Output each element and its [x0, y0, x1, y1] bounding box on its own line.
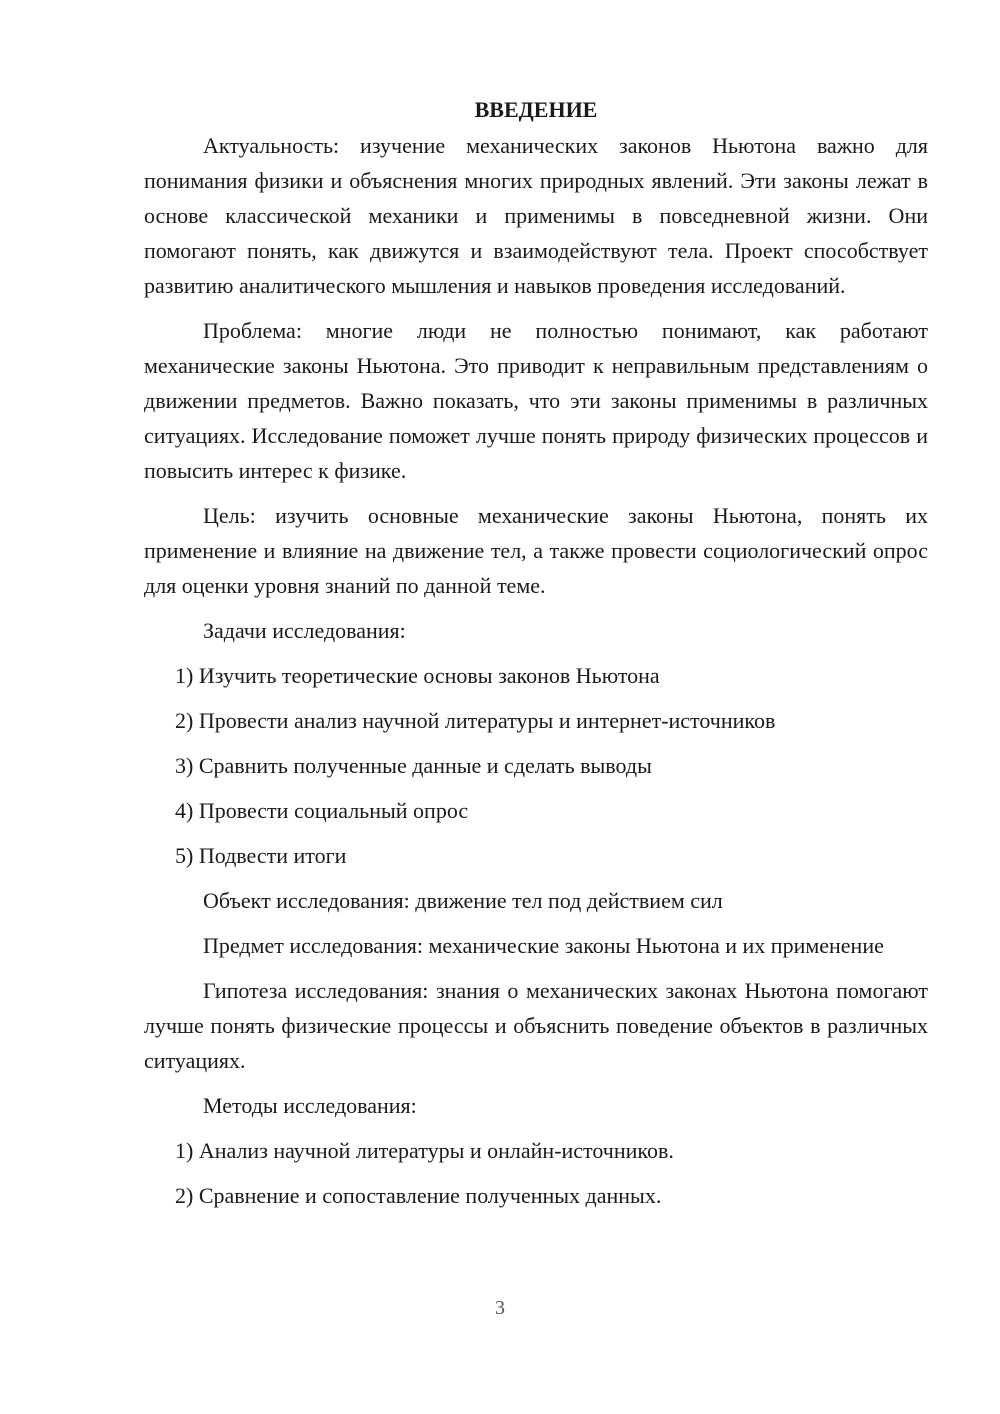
method-item: 1) Анализ научной литературы и онлайн-источников.: [175, 1138, 674, 1163]
hypothesis-paragraph: Гипотеза исследования: знания о механических законах Ньютона помогают лучше понять физические процессы и объяснить поведение объектов в различных ситуациях.: [144, 978, 928, 1073]
task-item: 1) Изучить теоретические основы законов Ньютона: [175, 663, 660, 688]
goal-paragraph: Цель: изучить основные механические законы Ньютона, понять их применение и влияние на движение тел, а также провести социологический опрос для оценки уровня знаний по данной теме.: [144, 503, 928, 598]
methods-heading: Методы исследования:: [203, 1093, 417, 1118]
object-paragraph: Объект исследования: движение тел под действием сил: [203, 888, 723, 913]
problem-paragraph: Проблема: многие люди не полностью понимают, как работают механические законы Ньютона. Это приводит к неправильным представлениям о движении предметов. Важно показать, что эти законы применимы в различных ситуациях. Исследование поможет лучше понять природу физических процессов и повысить интерес к физике.: [144, 318, 928, 483]
page-number: 3: [495, 1297, 505, 1319]
relevance-paragraph: Актуальность: изучение механических законов Ньютона важно для понимания физики и объяснения многих природных явлений. Эти законы лежат в основе классической механики и применимы в повседневной жизни. Они помогают понять, как движутся и взаимодействуют тела. Проект способствует развитию аналитического мышления и навыков проведения исследований.: [144, 133, 928, 298]
tasks-heading: Задачи исследования:: [203, 618, 406, 643]
task-item: 2) Провести анализ научной литературы и интернет-источников: [175, 708, 776, 733]
task-item: 4) Провести социальный опрос: [175, 798, 469, 823]
document-page: [144, 94, 928, 1223]
subject-paragraph: Предмет исследования: механические законы Ньютона и их применение: [203, 933, 884, 958]
method-item: 2) Сравнение и сопоставление полученных данных.: [175, 1183, 662, 1208]
task-item: 5) Подвести итоги: [175, 843, 347, 868]
section-title: ВВЕДЕНИЕ: [474, 97, 598, 122]
task-item: 3) Сравнить полученные данные и сделать выводы: [175, 753, 652, 778]
